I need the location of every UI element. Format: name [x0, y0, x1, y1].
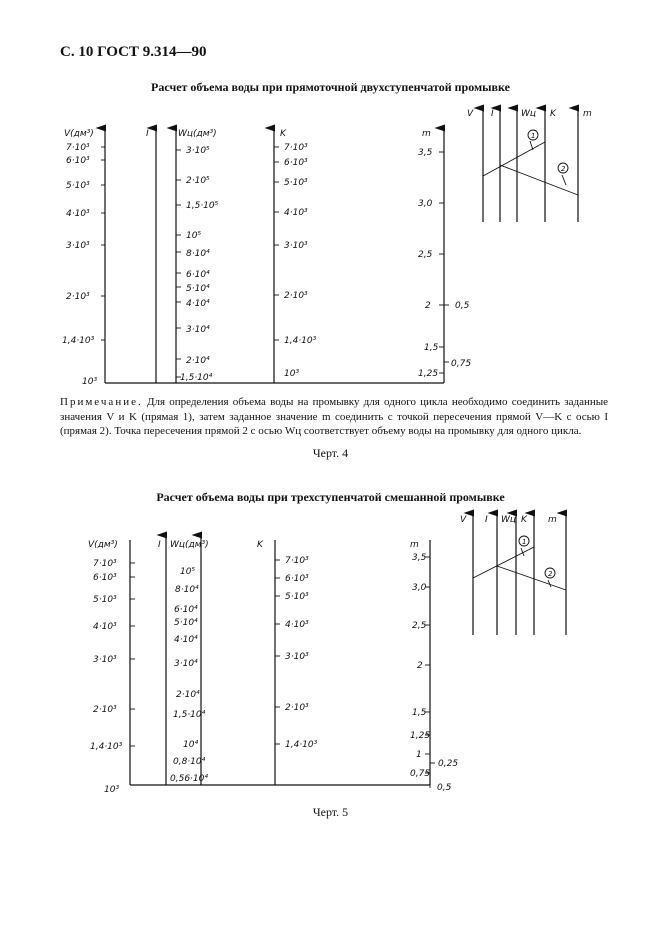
fig4-w-tick: 5·10⁴	[186, 284, 210, 294]
figure5-caption: Черт. 5	[312, 805, 349, 819]
fig5-k-tick: 6·10³	[285, 574, 309, 584]
fig4-k-tick: 6·10³	[284, 158, 308, 168]
figure5-title: Расчет объема воды при трехступенчатой смешанной промывке	[156, 490, 505, 504]
figure4-caption: Черт. 4	[312, 446, 349, 460]
fig4-m-tick: 1,25	[418, 369, 439, 379]
fig5-inset-label: m	[548, 515, 557, 525]
fig5-m-tick: 3,0	[412, 583, 427, 593]
fig5-inset-label: I	[485, 515, 488, 525]
fig5-v-tick: 10³	[104, 785, 120, 795]
fig4-w-tick: 6·10⁴	[186, 270, 210, 280]
fig4-k-ticks	[274, 143, 317, 379]
fig4-inset-marker: 1	[531, 132, 536, 140]
fig5-w-ticks	[170, 567, 208, 784]
fig5-w-tick: 6·10⁴	[174, 605, 198, 615]
fig4-label-w: Wц(дм³)	[178, 129, 217, 139]
fig4-w-tick: 2·10⁵	[186, 176, 210, 186]
fig4-w-tick: 3·10⁵	[186, 146, 210, 156]
fig4-label-k: K	[280, 129, 286, 139]
fig4-k-tick: 2·10³	[284, 291, 308, 301]
fig5-label-w: Wц(дм³)	[170, 540, 209, 550]
fig5-inset	[460, 513, 566, 635]
fig5-w-tick: 0,56·10⁴	[170, 774, 208, 784]
fig5-w-tick: 8·10⁴	[175, 585, 199, 595]
fig4-m-tick: 3,5	[418, 148, 433, 158]
fig5-m-tick: 3,5	[412, 553, 427, 563]
fig5-w-tick: 3·10⁴	[174, 659, 198, 669]
fig4-m-tick: 2	[425, 301, 431, 311]
fig4-m-extra-tick: 0,5	[455, 301, 470, 311]
fig4-v-tick: 3·10³	[66, 241, 90, 251]
fig4-m-extra-tick: 0,75	[451, 359, 472, 369]
fig4-k-tick: 7·10³	[284, 143, 308, 153]
fig4-v-tick: 1,4·10³	[62, 336, 95, 346]
fig5-v-tick: 4·10³	[93, 622, 117, 632]
figure4-note	[60, 395, 608, 439]
fig5-k-tick: 7·10³	[285, 556, 309, 566]
fig4-label-i: I	[146, 129, 149, 139]
fig4-w-ticks	[176, 146, 219, 383]
fig5-v-ticks	[90, 559, 135, 795]
fig4-label-m: m	[422, 129, 431, 139]
figure4-title: Расчет объема воды при прямоточной двухступенчатой промывке	[151, 80, 510, 94]
fig4-m-tick: 3,0	[418, 199, 433, 209]
fig4-inset	[467, 108, 592, 222]
fig4-v-tick: 5·10³	[66, 181, 90, 191]
fig5-w-tick: 10⁴	[183, 740, 199, 750]
fig5-inset-marker: 2	[548, 570, 553, 578]
figure5-nomogram	[88, 513, 566, 795]
fig5-k-tick: 2·10³	[285, 703, 309, 713]
fig5-v-tick: 5·10³	[93, 595, 117, 605]
fig5-inset-label: Wц	[501, 515, 517, 525]
fig5-m-tick: 0,5	[437, 783, 452, 793]
fig4-m-ticks	[418, 148, 471, 379]
fig5-v-tick: 7·10³	[93, 559, 117, 569]
fig4-w-tick: 4·10⁴	[186, 299, 210, 309]
fig5-k-tick: 3·10³	[285, 652, 309, 662]
fig5-m-tick: 1,25	[410, 731, 431, 741]
fig5-m-tick: 2,5	[412, 621, 427, 631]
fig5-m-extra-tick: 0,25	[438, 759, 459, 769]
fig4-k-tick: 4·10³	[284, 208, 308, 218]
fig5-m-tick: 2	[417, 661, 423, 671]
fig4-w-tick: 3·10⁴	[186, 325, 210, 335]
figure4-nomogram	[62, 108, 592, 387]
fig4-v-tick: 10³	[82, 377, 98, 387]
fig5-v-tick: 3·10³	[93, 655, 117, 665]
fig5-label-i: I	[158, 540, 161, 550]
fig5-k-ticks	[275, 556, 318, 750]
fig5-label-m: m	[410, 540, 419, 550]
fig4-v-tick: 7·10³	[66, 143, 90, 153]
page-header: С. 10 ГОСТ 9.314—90	[60, 44, 207, 60]
fig5-w-tick: 10⁵	[180, 567, 196, 577]
fig4-inset-label: I	[491, 109, 494, 119]
fig5-m-tick: 0,75	[410, 769, 431, 779]
fig4-k-tick: 3·10³	[284, 241, 308, 251]
fig4-m-tick: 1,5	[424, 343, 439, 353]
fig5-m-tick: 1	[416, 750, 422, 760]
fig4-w-tick: 10⁵	[186, 231, 202, 241]
fig5-inset-label: K	[521, 515, 527, 525]
fig4-w-tick: 2·10⁴	[186, 356, 210, 366]
note-lead: Примечание.	[60, 396, 143, 408]
fig4-v-tick: 6·10³	[66, 156, 90, 166]
fig4-m-tick: 2,5	[418, 250, 433, 260]
fig4-label-v: V(дм³)	[64, 129, 94, 139]
fig4-k-tick: 5·10³	[284, 178, 308, 188]
fig4-k-tick: 10³	[284, 369, 300, 379]
fig4-k-tick: 1,4·10³	[284, 336, 317, 346]
fig5-v-tick: 6·10³	[93, 573, 117, 583]
fig5-w-tick: 1,5·10⁴	[173, 710, 206, 720]
fig5-m-ticks	[410, 553, 458, 793]
fig4-inset-label: V	[467, 109, 474, 119]
fig4-inset-label: m	[583, 109, 592, 119]
fig4-inset-marker: 2	[561, 165, 566, 173]
fig5-k-tick: 5·10³	[285, 592, 309, 602]
fig4-inset-label: K	[550, 109, 556, 119]
fig5-k-tick: 4·10³	[285, 620, 309, 630]
fig5-inset-marker: 1	[522, 538, 527, 546]
fig5-w-tick: 5·10⁴	[174, 618, 198, 628]
fig5-v-tick: 1,4·10³	[90, 742, 123, 752]
fig4-v-ticks	[62, 143, 105, 387]
note-text: Для определения объема воды на промывку для одного цикла необходимо соединить заданные значения V и K (прямая 1), затем заданное значение m соединить с точкой пересечения прямой V—K с осью I (прямая 2). Точка пересечения прямой 2 с осью Wц соответствует объему воды на промывку для одного цикла.	[60, 396, 609, 437]
fig5-label-k: K	[257, 540, 263, 550]
fig4-w-tick: 8·10⁴	[186, 249, 210, 259]
fig5-k-tick: 1,4·10³	[285, 740, 318, 750]
fig4-v-tick: 4·10³	[66, 209, 90, 219]
fig5-w-tick: 2·10⁴	[176, 690, 200, 700]
fig5-w-tick: 0,8·10⁴	[173, 757, 206, 767]
fig5-w-tick: 4·10⁴	[174, 635, 198, 645]
fig4-w-tick: 1,5·10⁴	[180, 373, 213, 383]
fig5-m-tick: 1,5	[412, 708, 427, 718]
fig5-v-tick: 2·10³	[93, 705, 117, 715]
fig4-w-tick: 1,5·10⁵	[186, 201, 219, 211]
fig5-inset-label: V	[460, 515, 467, 525]
fig4-v-tick: 2·10³	[66, 292, 90, 302]
fig5-label-v: V(дм³)	[88, 540, 118, 550]
fig4-inset-label: Wц	[521, 109, 537, 119]
